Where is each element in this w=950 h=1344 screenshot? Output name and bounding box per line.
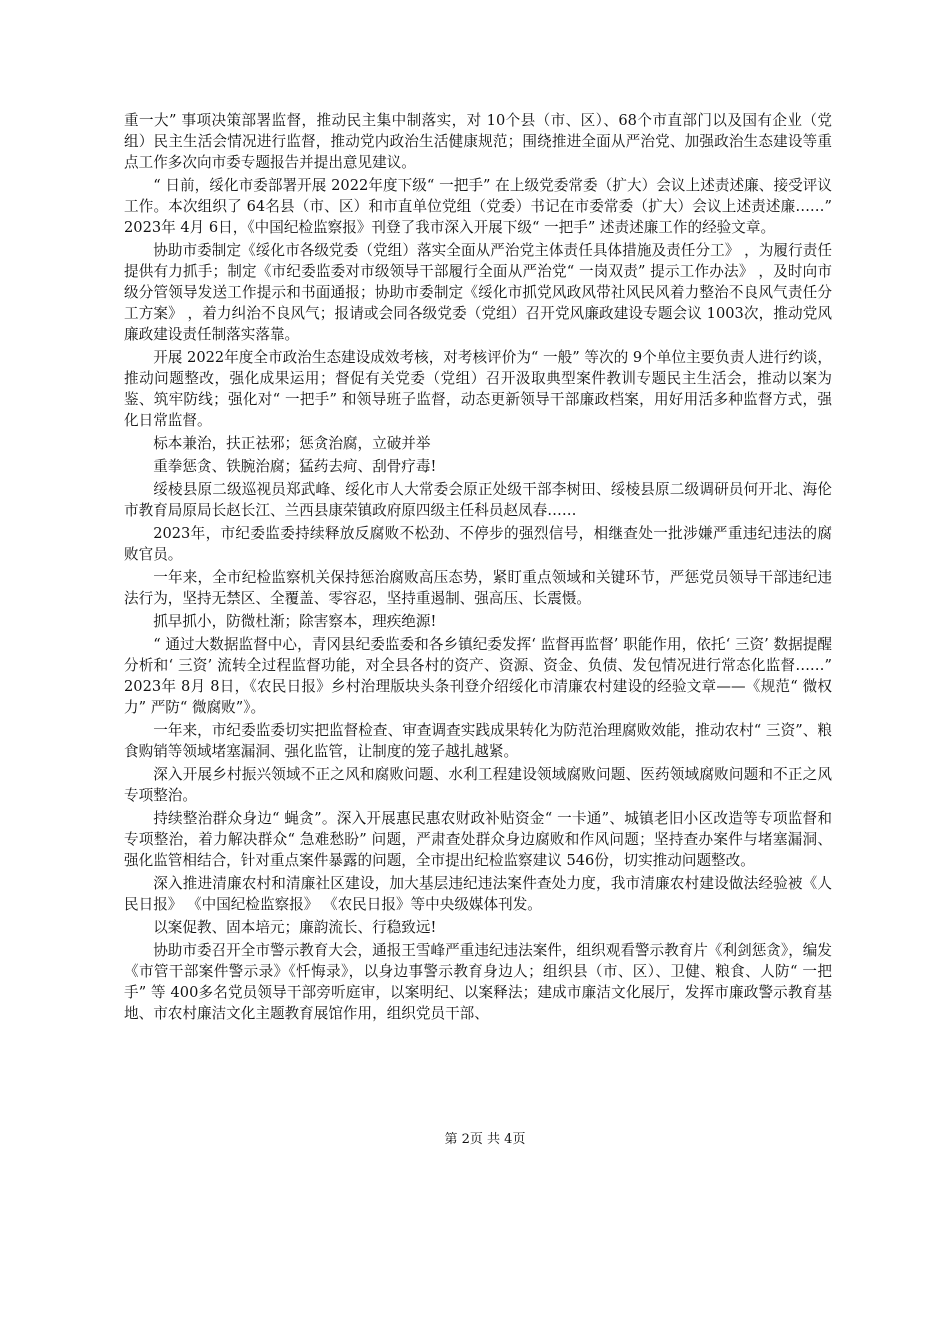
section-heading: 重拳惩贪、铁腕治腐；猛药去疴、刮骨疗毒! xyxy=(153,458,437,475)
paragraph: 2023年，市纪委监委持续释放反腐败不松劲、不停步的强烈信号，相继查处一批涉嫌严重违纪违法的腐败官员。 xyxy=(124,525,832,563)
paragraph: “ 通过大数据监督中心，青冈县纪委监委和各乡镇纪委发挥‘ 监督再监督’ 职能作用，依托‘ 三资’ 数据提醒分析和‘ 三资’ 流转全过程监督功能，对全县各村的资产、资源、资金、负债、发包情况进行常态化监督……” 2023年 8月 8日，《农民日报》乡村治理版块头条刊登介绍绥化市清廉农村建设的经验文章——《规范“ 微权力” 严防“ 微腐败”》。 xyxy=(124,636,832,716)
page-number-footer: 第 2页 共 4页 xyxy=(444,1132,526,1147)
section-heading: 标本兼治，扶正祛邪；惩贪治腐，立破并举 xyxy=(153,435,431,452)
section-heading: 抓早抓小，防微杜渐；除害察本，理疾绝源! xyxy=(153,613,437,630)
paragraph: 协助市委召开全市警示教育大会，通报王雪峰严重违纪违法案件，组织观看警示教育片《利剑惩贪》，编发《市管干部案件警示录》《忏悔录》，以身边事警示教育身边人；组织县（市、区）、卫健、粮食、人防“ 一把手” 等 400多名党员领导干部旁听庭审，以案明纪、以案释法；建成市廉洁文化展厅，发挥市廉政警示教育基地、市农村廉洁文化主题教育展馆作用，组织党员干部、 xyxy=(124,942,832,1022)
paragraph: 持续整治群众身边“ 蝇贪”。深入开展惠民惠农财政补贴资金“ 一卡通”、城镇老旧小区改造等专项监督和专项整治，着力解决群众“ 急难愁盼” 问题，严肃查处群众身边腐败和作风问题；坚持查办案件与堵塞漏洞、强化监管相结合，针对重点案件暴露的问题，全市提出纪检监察建议 546份，切实推动问题整改。 xyxy=(124,810,832,869)
paragraph: 开展 2022年度全市政治生态建设成效考核，对考核评价为“ 一般” 等次的 9个单位主要负责人进行约谈，推动问题整改，强化成果运用；督促有关党委（党组）召开汲取典型案件教训专题民主生活会，推动以案为鉴、筑牢防线；强化对“ 一把手” 和领导班子监督，动态更新领导干部廉政档案，用好用活多种监督方式，强化日常监督。 xyxy=(124,349,832,429)
section-heading: 以案促教、固本培元；廉韵流长、行稳致远! xyxy=(153,919,437,936)
paragraph: 重一大” 事项决策部署监督，推动民主集中制落实，对 10个县（市、区）、68个市直部门以及国有企业（党组）民主生活会情况进行监督，推动党内政治生活健康规范；围绕推进全面从严治党、加强政治生态建设等重点工作多次向市委专题报告并提出意见建议。 xyxy=(124,112,832,171)
paragraph: 一年来，全市纪检监察机关保持惩治腐败高压态势，紧盯重点领域和关键环节，严惩党员领导干部违纪违法行为，坚持无禁区、全覆盖、零容忍，坚持重遏制、强高压、长震慑。 xyxy=(124,569,832,607)
document-body xyxy=(124,110,832,1024)
paragraph: “ 日前，绥化市委部署开展 2022年度下级“ 一把手” 在上级党委常委（扩大）会议上述责述廉、接受评议工作。本次组织了 64名县（市、区）和市直单位党组（党委）书记在市委常委（扩大）会议上述责述廉……” 2023年 4月 6日，《中国纪检监察报》刊登了我市深入开展下级“ 一把手” 述责述廉工作的经验文章。 xyxy=(124,177,832,236)
paragraph: 深入推进清廉农村和清廉社区建设，加大基层违纪违法案件查处力度，我市清廉农村建设做法经验被《人民日报》 《中国纪检监察报》 《农民日报》等中央级媒体刊发。 xyxy=(124,875,832,913)
paragraph: 深入开展乡村振兴领域不正之风和腐败问题、水利工程建设领域腐败问题、医药领域腐败问题和不正之风专项整治。 xyxy=(124,766,832,804)
paragraph: 协助市委制定《绥化市各级党委（党组）落实全面从严治党主体责任具体措施及责任分工》 ，为履行责任提供有力抓手；制定《市纪委监委对市级领导干部履行全面从严治党“ 一岗双责” 提示工作办法》 ，及时向市级分管领导发送工作提示和书面通报；协助市委制定《绥化市抓党风政风带社风民风着力整治不良风气责任分工方案》 ，着力纠治不良风气；报请或会同各级党委（党组）召开党风廉政建设专题会议 1003次，推动党风廉政建设责任制落实落靠。 xyxy=(124,242,832,343)
paragraph: 绥棱县原二级巡视员郑武峰、绥化市人大常委会原正处级干部李树田、绥棱县原二级调研员何开北、海伦市教育局原局长赵长江、兰西县康荣镇政府原四级主任科员赵凤春…… xyxy=(124,481,832,519)
paragraph: 一年来，市纪委监委切实把监督检查、审查调查实践成果转化为防范治理腐败效能，推动农村“ 三资”、粮食购销等领域堵塞漏洞、强化监管，让制度的笼子越扎越紧。 xyxy=(124,722,832,760)
